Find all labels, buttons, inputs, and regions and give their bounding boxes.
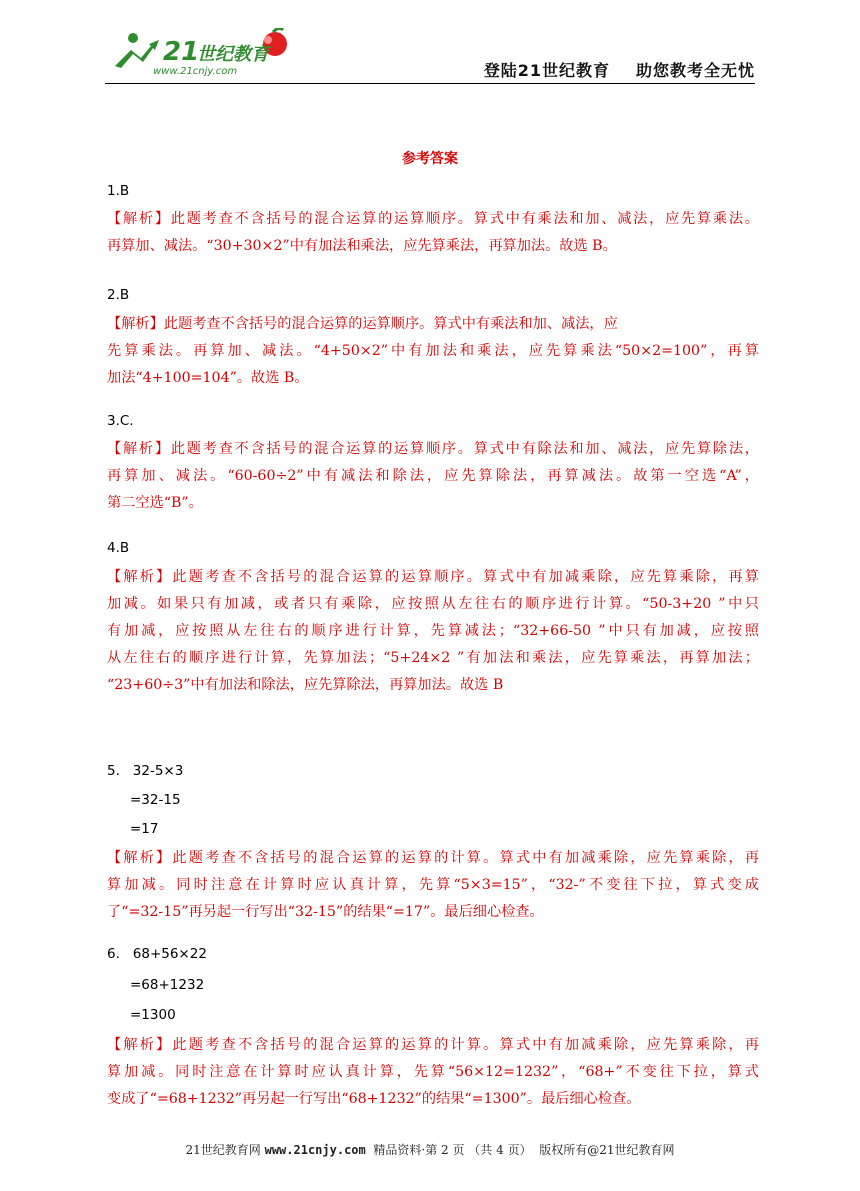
expression: 68+56×22 <box>132 946 207 962</box>
explanation-line: “23+60÷3”中有加法和除法，应先算除法，再算加法。故选 B <box>107 677 504 693</box>
explanation-line: 再算加、减法。“60-60÷2”中有减法和除法，应先算除法，再算减法。故第一空选“A”， <box>107 468 759 484</box>
header-divider <box>105 83 755 84</box>
calc-step: =17 <box>130 821 159 837</box>
slogan-login: 登陆21世纪教育 <box>483 61 610 80</box>
explanation-paragraph <box>107 845 759 926</box>
item-number: 6. <box>107 946 120 962</box>
answer-number: 4.B <box>107 540 130 556</box>
explanation-line: 【解析】此题考查不含括号的混合运算的运算的计算。算式中有加减乘除，应先算乘除，再 <box>107 850 759 866</box>
explanation-line: 【解析】此题考查不含括号的混合运算的运算的计算。算式中有加减乘除，应先算乘除，再 <box>107 1037 759 1053</box>
expression: 32-5×3 <box>132 763 184 779</box>
logo <box>105 28 305 78</box>
explanation-line: 再算加、减法。“30+30×2”中有加法和乘法，应先算乘法，再算加法。故选 B。 <box>107 238 617 254</box>
svg-text:www.21cnjy.com: www.21cnjy.com <box>153 66 238 77</box>
answer-number: 3.C. <box>107 413 134 429</box>
page-header <box>105 28 755 84</box>
explanation-line: 加法“4+100=104”。故选 B。 <box>107 370 309 386</box>
explanation-paragraph <box>107 564 759 699</box>
explanation-paragraph <box>107 436 759 517</box>
footer-url[interactable]: www.21cnjy.com <box>264 1143 366 1157</box>
answer-number: 1.B <box>107 183 130 199</box>
answer-number <box>107 946 207 962</box>
footer-rights: 版权所有@21世纪教育网 <box>539 1143 675 1157</box>
calc-step: =1300 <box>130 1007 176 1023</box>
explanation-line: 第二空选“B”。 <box>107 495 203 511</box>
explanation-line: 先算乘法。再算加、减法。“4+50×2”中有加法和乘法，应先算乘法“50×2=100”，再算 <box>107 343 759 359</box>
slogan-help: 助您教考全无忧 <box>635 61 755 80</box>
calc-step: =32-15 <box>130 792 181 808</box>
explanation-line: 有加减，应按照从左往右的顺序进行计算，先算减法；“32+66-50 ”中只有加减，应按照 <box>107 623 759 639</box>
svg-text:世纪教育: 世纪教育 <box>197 44 269 65</box>
logo-graphic <box>105 28 305 78</box>
explanation-line: 【解析】此题考查不含括号的混合运算的运算顺序。算式中有乘法和加、减法，应先算乘法。 <box>107 211 759 227</box>
explanation-line: 加减。如果只有加减，或者只有乘除，应按照从左往右的顺序进行计算。“50-3+20 ”中只 <box>107 596 759 612</box>
explanation-line: 从左往右的顺序进行计算，先算加法；“5+24×2 ”有加法和乘法，应先算乘法，再算加法； <box>107 650 759 666</box>
explanation-line: 了“=32-15”再另起一行写出“32-15”的结果“=17”。最后细心检查。 <box>107 904 544 920</box>
answer-number <box>107 763 183 779</box>
footer-site: 21世纪教育网 <box>185 1143 261 1157</box>
page-footer <box>0 1141 860 1158</box>
explanation-line: 【解析】此题考查不含括号的混合运算的运算顺序。算式中有除法和加、减法，应先算除法， <box>107 441 759 457</box>
explanation-paragraph <box>107 206 759 260</box>
page-title: 参考答案 <box>402 151 458 167</box>
explanation-paragraph <box>107 1032 759 1113</box>
explanation-line: 【解析】此题考查不含括号的混合运算的运算顺序。算式中有加减乘除，应先算乘除，再算 <box>107 569 759 585</box>
explanation-line: 变成了“=68+1232”再另起一行写出“68+1232”的结果“=1300”。最后细心检查。 <box>107 1091 641 1107</box>
explanation-line: 算加减。同时注意在计算时应认真计算，先算“56×12=1232”，“68+”不变往下拉，算式 <box>107 1064 759 1080</box>
svg-text:21: 21 <box>163 37 200 67</box>
explanation-paragraph <box>107 311 759 392</box>
calc-step: =68+1232 <box>130 977 205 993</box>
footer-page-label: 精品资料·第 2 页 （共 4 页） <box>373 1143 532 1157</box>
explanation-line: 【解析】此题考查不含括号的混合运算的运算顺序。算式中有乘法和加、减法，应 <box>107 316 618 332</box>
header-slogan <box>484 58 755 81</box>
answer-number: 2.B <box>107 287 130 303</box>
item-number: 5. <box>107 763 120 779</box>
explanation-line: 算加减。同时注意在计算时应认真计算，先算“5×3=15”，“32-”不变往下拉，算式变成 <box>107 877 759 893</box>
